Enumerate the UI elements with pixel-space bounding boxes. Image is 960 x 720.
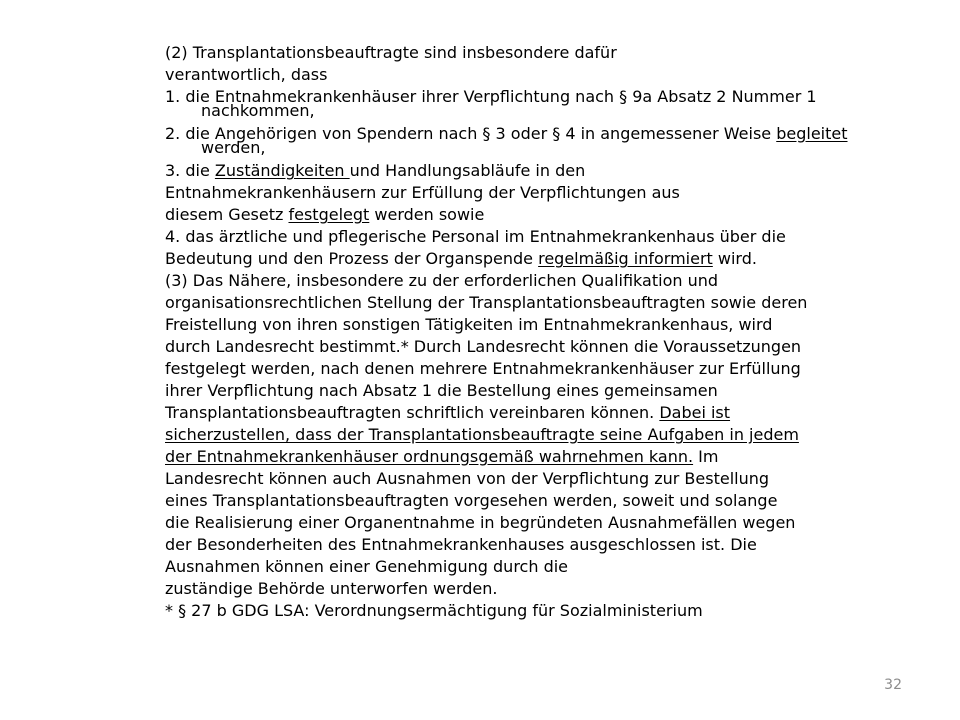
para3-line: der Besonderheiten des Entnahmekrankenhauses ausgeschlossen ist. Die bbox=[165, 535, 757, 554]
para3-text: Im bbox=[693, 447, 719, 466]
para2-line: (2) Transplantationsbeauftragte sind insbesondere dafür bbox=[165, 43, 617, 62]
list-item-2-continuation: werden, bbox=[201, 138, 266, 157]
list-item-3 bbox=[165, 160, 905, 182]
para3-line: die Realisierung einer Organentnahme in begründeten Ausnahmefällen wegen bbox=[165, 513, 796, 532]
para3-line bbox=[165, 424, 905, 446]
para3-line: Landesrecht können auch Ausnahmen von der Verpflichtung zur Bestellung bbox=[165, 469, 770, 488]
list-item-4-line bbox=[165, 248, 905, 270]
para3-line: zuständige Behörde unterworfen werden. bbox=[165, 579, 498, 598]
para3-line: Ausnahmen können einer Genehmigung durch die bbox=[165, 557, 569, 576]
underlined-text: Zuständigkeiten bbox=[214, 161, 350, 180]
list-item-4-text: wird. bbox=[712, 249, 757, 268]
list-item-3-line bbox=[165, 204, 905, 226]
para3-line: organisationsrechtlichen Stellung der Transplantationsbeauftragten sowie deren bbox=[165, 293, 808, 312]
underlined-text: regelmäßig informiert bbox=[538, 249, 713, 268]
underlined-text: festgelegt bbox=[288, 205, 370, 224]
para3-line: festgelegt werden, nach denen mehrere Entnahmekrankenhäuser zur Erfüllung bbox=[165, 359, 801, 378]
list-item-4: 4. das ärztliche und pflegerische Personal im Entnahmekrankenhaus über die bbox=[165, 227, 786, 246]
page-number: 32 bbox=[884, 677, 902, 693]
underlined-text: sicherzustellen, dass der Transplantationsbeauftragte seine Aufgaben in jedem bbox=[165, 425, 799, 444]
underlined-text: begleitet bbox=[776, 124, 848, 143]
para3-line: (3) Das Nähere, insbesondere zu der erforderlichen Qualifikation und bbox=[165, 271, 719, 290]
list-item-1: 1. die Entnahmekrankenhäuser ihrer Verpflichtung nach § 9a Absatz 2 Nummer 1 bbox=[165, 87, 817, 106]
list-item-3-line: Entnahmekrankenhäusern zur Erfüllung der Verpflichtungen aus bbox=[165, 183, 680, 202]
list-item-3-text: und Handlungsabläufe in den bbox=[349, 161, 586, 180]
para3-line bbox=[165, 402, 905, 424]
slide-body-text bbox=[165, 42, 905, 622]
para3-line: ihrer Verpflichtung nach Absatz 1 die Bestellung eines gemeinsamen bbox=[165, 381, 718, 400]
para3-line: durch Landesrecht bestimmt.* Durch Landesrecht können die Voraussetzungen bbox=[165, 337, 802, 356]
underlined-text: der Entnahmekrankenhäuser ordnungsgemäß wahrnehmen kann. bbox=[165, 447, 694, 466]
para3-line bbox=[165, 446, 905, 468]
list-item-3-text: diesem Gesetz bbox=[165, 205, 289, 224]
footnote: * § 27 b GDG LSA: Verordnungsermächtigung für Sozialministerium bbox=[165, 601, 703, 620]
list-item-3-text: werden sowie bbox=[369, 205, 485, 224]
list-item-3-text: 3. die bbox=[165, 161, 215, 180]
underlined-text: Dabei ist bbox=[659, 403, 731, 422]
list-item-2-text: 2. die Angehörigen von Spendern nach § 3 oder § 4 in angemessener Weise bbox=[165, 124, 777, 143]
para3-text: Transplantationsbeauftragten schriftlich vereinbaren können. bbox=[165, 403, 660, 422]
para2-line: verantwortlich, dass bbox=[165, 65, 328, 84]
list-item-2 bbox=[165, 123, 905, 145]
para3-line: eines Transplantationsbeauftragten vorgesehen werden, soweit und solange bbox=[165, 491, 778, 510]
list-item-4-text: Bedeutung und den Prozess der Organspende bbox=[165, 249, 539, 268]
list-item-1-continuation: nachkommen, bbox=[201, 101, 315, 120]
para3-line: Freistellung von ihren sonstigen Tätigkeiten im Entnahmekrankenhaus, wird bbox=[165, 315, 773, 334]
